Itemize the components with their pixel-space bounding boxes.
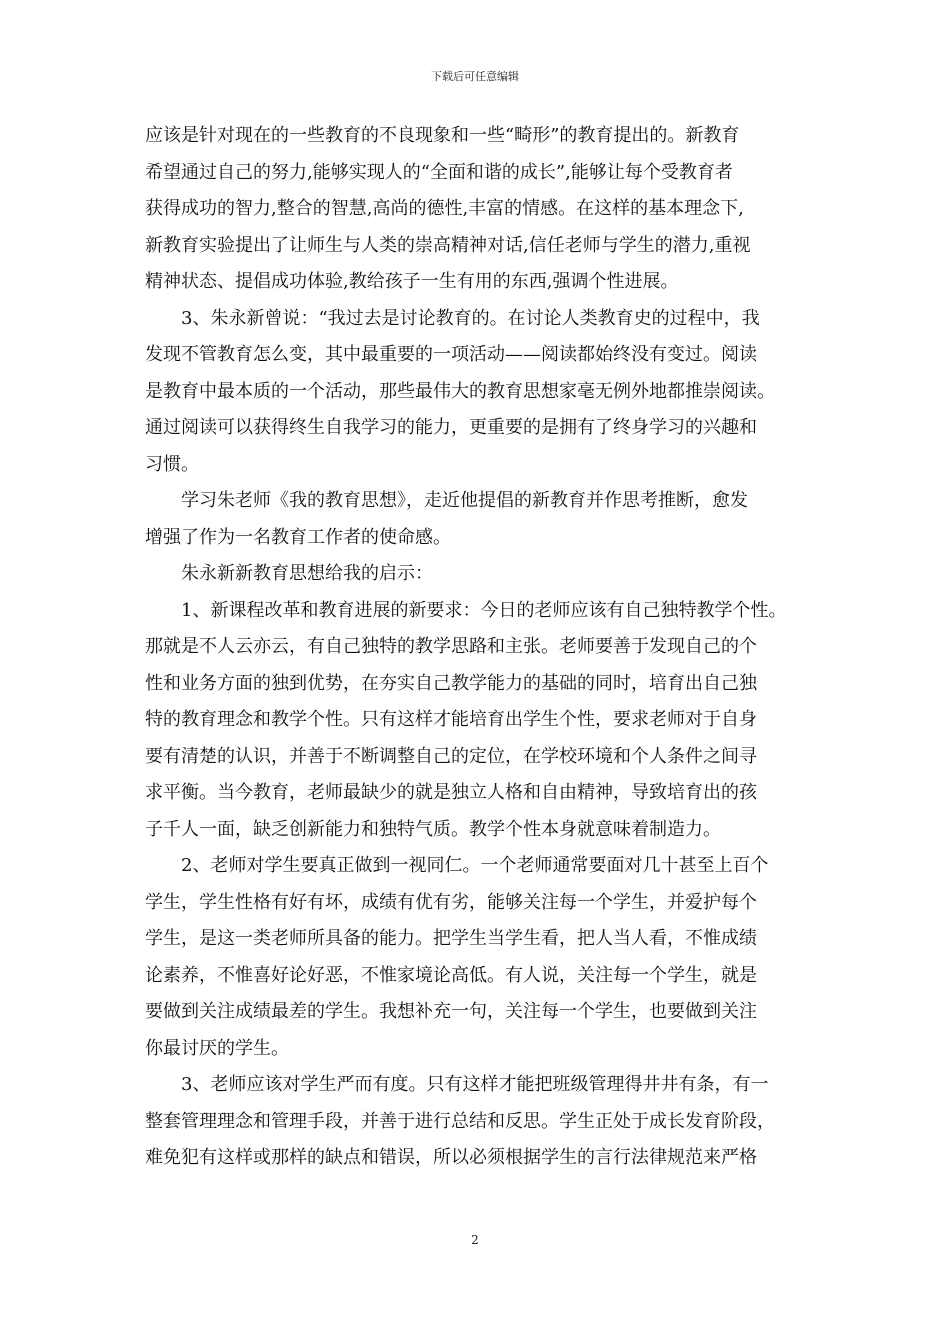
text-line: 是教育中最本质的一个活动，那些最伟大的教育思想家毫无例外地都推崇阅读。	[145, 380, 775, 402]
text-line: 新教育实验提出了让师生与人类的崇高精神对话,信任老师与学生的潜力,重视	[145, 234, 751, 256]
page-header: 下载后可任意编辑	[431, 70, 519, 83]
text-line: 要做到关注成绩最差的学生。我想补充一句，关注每一个学生，也要做到关注	[145, 1001, 757, 1022]
text-line: 特的教育理念和教学个性。只有这样才能培育出学生个性，要求老师对于自身	[145, 709, 757, 730]
page-number: 2	[471, 1233, 479, 1247]
text-line: 难免犯有这样或那样的缺点和错误，所以必须根据学生的言行法律规范来严格	[145, 1147, 757, 1168]
text-line: 求平衡。当今教育，老师最缺少的就是独立人格和自由精神，导致培育出的孩	[145, 782, 757, 803]
text-line: 通过阅读可以获得终生自我学习的能力，更重要的是拥有了终身学习的兴趣和	[145, 417, 757, 438]
text-line: 学生，是这一类老师所具备的能力。把学生当学生看，把人当人看，不惟成绩	[145, 928, 757, 949]
text-line: 论素养，不惟喜好论好恶，不惟家境论高低。有人说，关注每一个学生，就是	[145, 964, 757, 986]
paragraph	[145, 118, 809, 301]
paragraph	[145, 483, 809, 556]
text-line: 学习朱老师《我的教育思想》，走近他提倡的新教育并作思考推断，愈发	[181, 490, 748, 511]
text-line: 3、老师应该对学生严而有度。只有这样才能把班级管理得井井有条，有一	[181, 1074, 769, 1095]
paragraph	[145, 301, 809, 484]
text-line: 习惯。	[145, 453, 199, 475]
text-line: 要有清楚的认识，并善于不断调整自己的定位，在学校环境和个人条件之间寻	[145, 745, 757, 767]
text-line: 增强了作为一名教育工作者的使命感。	[145, 526, 451, 548]
text-line: 精神状态、提倡成功体验,教给孩子一生有用的东西,强调个性进展。	[145, 271, 679, 292]
paragraph	[145, 593, 809, 849]
text-line: 获得成功的智力,整合的智慧,高尚的德性,丰富的情感。在这样的基本理念下,	[145, 198, 744, 219]
text-line: 学生，学生性格有好有坏，成绩有优有劣，能够关注每一个学生，并爱护每个	[145, 891, 757, 913]
text-line: 应该是针对现在的一些教育的不良现象和一些“畸形”的教育提出的。新教育	[145, 125, 740, 146]
text-line: 那就是不人云亦云，有自己独特的教学思路和主张。老师要善于发现自己的个	[145, 636, 757, 657]
text-line: 性和业务方面的独到优势，在夯实自己教学能力的基础的同时，培育出自己独	[145, 672, 757, 694]
text-line: 希望通过自己的努力,能够实现人的“全面和谐的成长”,能够让每个受教育者	[145, 161, 733, 183]
text-line: 你最讨厌的学生。	[145, 1037, 289, 1059]
document-body	[145, 118, 809, 1177]
text-line: 朱永新新教育思想给我的启示：	[181, 563, 433, 584]
text-line: 2、老师对学生要真正做到一视同仁。一个老师通常要面对几十甚至上百个	[181, 855, 769, 876]
paragraph	[145, 1067, 809, 1177]
paragraph	[145, 556, 809, 593]
text-line: 整套管理理念和管理手段，并善于进行总结和反思。学生正处于成长发育阶段，	[145, 1110, 775, 1132]
text-line: 子千人一面，缺乏创新能力和独特气质。教学个性本身就意味着制造力。	[145, 818, 721, 840]
text-line: 3、朱永新曾说：“我过去是讨论教育的。在讨论人类教育史的过程中，我	[181, 307, 760, 329]
text-line: 发现不管教育怎么变，其中最重要的一项活动——阅读都始终没有变过。阅读	[145, 344, 757, 365]
text-line: 1、新课程改革和教育进展的新要求：今日的老师应该有自己独特教学个性。	[181, 599, 787, 621]
paragraph	[145, 848, 809, 1067]
